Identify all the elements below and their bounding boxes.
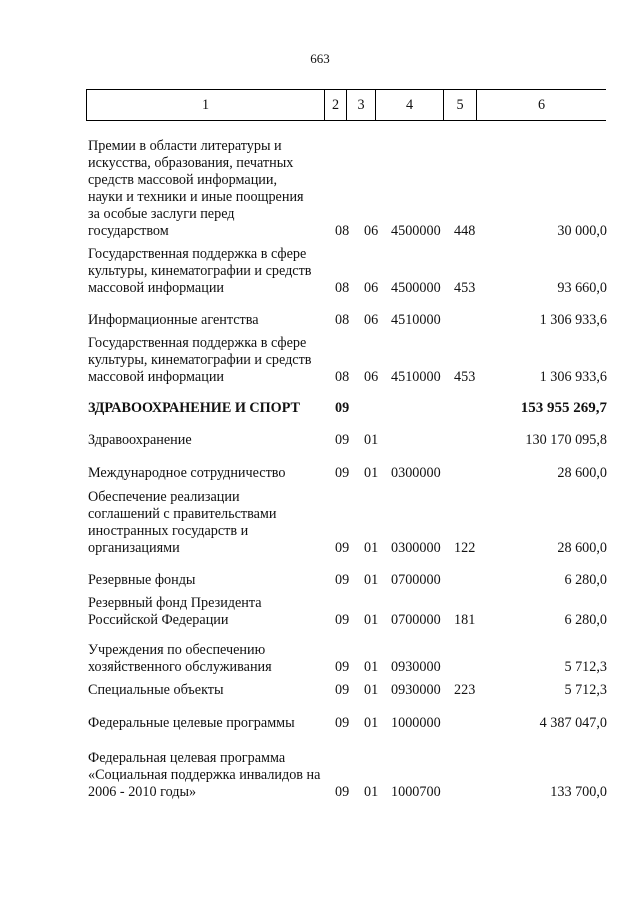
header-col-1: 1 bbox=[86, 90, 324, 120]
header-col-6: 6 bbox=[476, 90, 606, 120]
row-pr: 06 bbox=[364, 223, 379, 239]
row-rz: 09 bbox=[335, 784, 350, 800]
row-sum: 1 306 933,6 bbox=[539, 369, 607, 385]
row-pr: 01 bbox=[364, 659, 379, 675]
table-row bbox=[0, 487, 640, 557]
row-rz: 09 bbox=[335, 465, 350, 481]
row-name: Учреждения по обеспечению хозяйственного обслуживания bbox=[88, 642, 272, 675]
row-csr: 4510000 bbox=[391, 312, 441, 328]
row-sum: 153 955 269,7 bbox=[520, 400, 607, 416]
row-pr: 06 bbox=[364, 312, 379, 328]
table-row bbox=[0, 311, 640, 329]
row-vr: 122 bbox=[454, 540, 476, 556]
table-row bbox=[0, 464, 640, 482]
row-rz: 08 bbox=[335, 280, 350, 296]
header-col-2: 2 bbox=[324, 90, 346, 120]
header-col-3: 3 bbox=[346, 90, 375, 120]
row-csr: 0700000 bbox=[391, 572, 441, 588]
table-header bbox=[86, 89, 606, 121]
page-number: 663 bbox=[310, 51, 330, 66]
row-csr: 1000000 bbox=[391, 715, 441, 731]
row-pr: 01 bbox=[364, 540, 379, 556]
table-row bbox=[0, 431, 640, 449]
row-name: Здравоохранение bbox=[88, 432, 192, 448]
row-rz: 08 bbox=[335, 223, 350, 239]
row-sum: 93 660,0 bbox=[557, 280, 607, 296]
row-name: Государственная поддержка в сфере культуры, кинематографии и средств массовой информации bbox=[88, 246, 312, 296]
table-row bbox=[0, 714, 640, 732]
row-csr: 0300000 bbox=[391, 540, 441, 556]
table-row bbox=[0, 571, 640, 589]
row-rz: 08 bbox=[335, 369, 350, 385]
row-vr: 453 bbox=[454, 280, 476, 296]
table-row bbox=[0, 334, 640, 386]
row-name: Премии в области литературы и искусства, образования, печатных средств массовой информации, науки и техники и иные поощрения за особые заслуги перед государством bbox=[88, 138, 304, 239]
row-name: Информационные агентства bbox=[88, 312, 259, 328]
row-sum: 130 170 095,8 bbox=[525, 432, 607, 448]
row-csr: 4500000 bbox=[391, 223, 441, 239]
row-pr: 06 bbox=[364, 280, 379, 296]
table-row bbox=[0, 681, 640, 699]
row-csr: 4500000 bbox=[391, 280, 441, 296]
row-name: ЗДРАВООХРАНЕНИЕ И СПОРТ bbox=[88, 400, 301, 416]
header-col-4: 4 bbox=[375, 90, 443, 120]
row-rz: 09 bbox=[335, 612, 350, 628]
row-name: Федеральные целевые программы bbox=[88, 715, 295, 731]
section-header-row bbox=[0, 399, 640, 417]
row-vr: 453 bbox=[454, 369, 476, 385]
row-name: Обеспечение реализации соглашений с правительствами иностранных государств и организациями bbox=[88, 489, 277, 556]
row-name: Международное сотрудничество bbox=[88, 465, 286, 481]
row-sum: 30 000,0 bbox=[557, 223, 607, 239]
row-pr: 01 bbox=[364, 572, 379, 588]
row-sum: 28 600,0 bbox=[557, 540, 607, 556]
row-pr: 01 bbox=[364, 465, 379, 481]
row-sum: 133 700,0 bbox=[550, 784, 607, 800]
row-name: Государственная поддержка в сфере культуры, кинематографии и средств массовой информации bbox=[88, 335, 312, 385]
row-vr: 181 bbox=[454, 612, 476, 628]
table-row bbox=[0, 136, 640, 240]
header-col-5: 5 bbox=[443, 90, 476, 120]
row-vr: 448 bbox=[454, 223, 476, 239]
row-name: Специальные объекты bbox=[88, 682, 224, 698]
table-row bbox=[0, 594, 640, 629]
row-name: Резервный фонд Президента Российской Федерации bbox=[88, 595, 262, 628]
row-rz: 09 bbox=[335, 432, 350, 448]
row-rz: 09 bbox=[335, 682, 350, 698]
row-rz: 09 bbox=[335, 715, 350, 731]
row-csr: 1000700 bbox=[391, 784, 441, 800]
row-csr: 0930000 bbox=[391, 659, 441, 675]
row-pr: 01 bbox=[364, 715, 379, 731]
row-sum: 6 280,0 bbox=[564, 612, 607, 628]
row-rz: 09 bbox=[335, 540, 350, 556]
row-name: Федеральная целевая программа «Социальная поддержка инвалидов на 2006 - 2010 годы» bbox=[88, 750, 321, 800]
table-row bbox=[0, 748, 640, 801]
row-csr: 0930000 bbox=[391, 682, 441, 698]
row-name: Резервные фонды bbox=[88, 572, 196, 588]
table-row bbox=[0, 245, 640, 297]
row-sum: 1 306 933,6 bbox=[539, 312, 607, 328]
row-csr: 4510000 bbox=[391, 369, 441, 385]
row-sum: 5 712,3 bbox=[564, 659, 607, 675]
row-rz: 08 bbox=[335, 312, 350, 328]
row-pr: 01 bbox=[364, 432, 379, 448]
row-pr: 01 bbox=[364, 612, 379, 628]
row-sum: 28 600,0 bbox=[557, 465, 607, 481]
row-csr: 0700000 bbox=[391, 612, 441, 628]
row-csr: 0300000 bbox=[391, 465, 441, 481]
row-vr: 223 bbox=[454, 682, 476, 698]
row-rz: 09 bbox=[335, 400, 350, 416]
row-rz: 09 bbox=[335, 659, 350, 675]
row-rz: 09 bbox=[335, 572, 350, 588]
row-sum: 6 280,0 bbox=[564, 572, 607, 588]
row-pr: 01 bbox=[364, 784, 379, 800]
table-row bbox=[0, 641, 640, 676]
row-sum: 5 712,3 bbox=[564, 682, 607, 698]
row-sum: 4 387 047,0 bbox=[539, 715, 607, 731]
row-pr: 01 bbox=[364, 682, 379, 698]
row-pr: 06 bbox=[364, 369, 379, 385]
